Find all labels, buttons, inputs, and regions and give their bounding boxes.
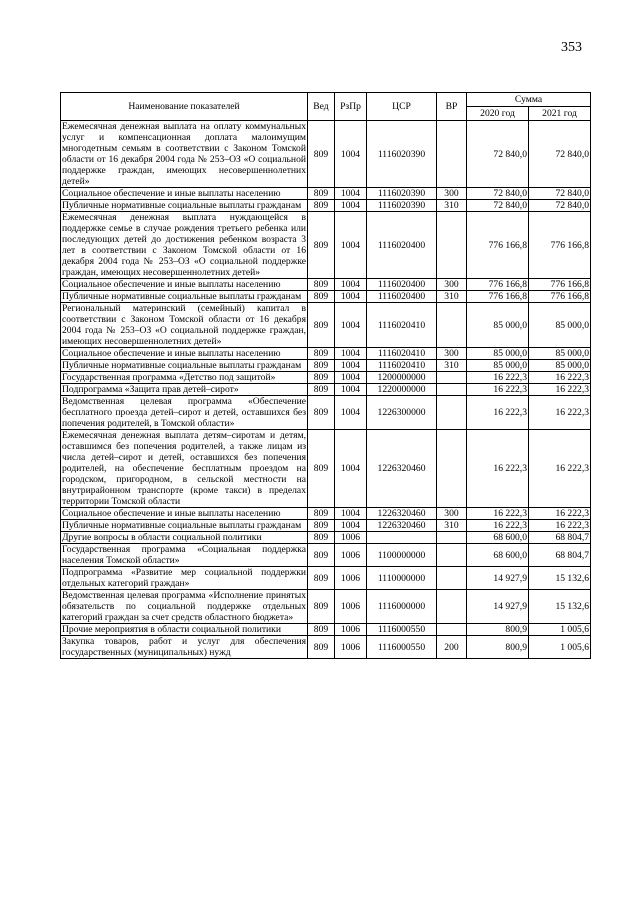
- table-row: [61, 430, 591, 508]
- row-amount-2020: 85 000,0: [467, 348, 529, 360]
- row-csr: 1220000000: [367, 384, 437, 396]
- row-ved: 809: [308, 121, 335, 188]
- row-ved: 809: [308, 303, 335, 348]
- row-amount-2021: 85 000,0: [529, 348, 591, 360]
- row-amount-2020: 776 166,8: [467, 279, 529, 291]
- row-rzpr: 1006: [335, 567, 367, 590]
- row-vr: [437, 544, 467, 567]
- table-row: [61, 121, 591, 188]
- row-ved: 809: [308, 348, 335, 360]
- row-csr: 1110000000: [367, 567, 437, 590]
- row-amount-2021: 72 840,0: [529, 188, 591, 200]
- row-name: Ежемесячная денежная выплата на оплату коммунальных услуг и компенсационная доплата малоимущим многодетным семьям в соответствии с Законом Томской области от 16 декабря 2004 года № 253–ОЗ «О социальной поддержке граждан, имеющих несовершеннолетних детей»: [62, 121, 306, 187]
- row-amount-2020: 16 222,3: [467, 508, 529, 520]
- table-row: [61, 279, 591, 291]
- header-vr: ВР: [437, 93, 467, 121]
- row-vr: 300: [437, 348, 467, 360]
- header-ved: Вед: [308, 93, 335, 121]
- row-rzpr: 1004: [335, 291, 367, 303]
- row-name: Региональный материнский (семейный) капитал в соответствии с Законом Томской области от 16 декабря 2004 года № 253–ОЗ «О социальной поддержке граждан, имеющих несовершеннолетних детей»: [62, 303, 306, 347]
- header-sum: Сумма: [467, 93, 591, 107]
- row-ved: 809: [308, 372, 335, 384]
- row-amount-2021: 776 166,8: [529, 291, 591, 303]
- row-csr: 1116020410: [367, 360, 437, 372]
- row-rzpr: 1004: [335, 348, 367, 360]
- row-rzpr: 1006: [335, 544, 367, 567]
- row-amount-2020: 776 166,8: [467, 212, 529, 279]
- row-name: Ежемесячная денежная выплата детям–сиротам и детям, оставшимся без попечения родителей, а также лицам из числа детей–сирот и детей, оставшихся без попечения родителей, на обеспечение бесплатным проездом на городском, пригородном, в сельской местности на внутрирайонном транспорте (кроме такси) в пределах территории Томской области: [62, 430, 306, 507]
- table-row: [61, 303, 591, 348]
- row-rzpr: 1004: [335, 303, 367, 348]
- row-amount-2021: 16 222,3: [529, 372, 591, 384]
- table-row: [61, 508, 591, 520]
- row-amount-2021: 16 222,3: [529, 508, 591, 520]
- row-rzpr: 1004: [335, 360, 367, 372]
- row-name: Подпрограмма «Развитие мер социальной поддержки отдельных категорий граждан»: [62, 567, 306, 589]
- row-name: Прочие мероприятия в области социальной политики: [61, 624, 308, 636]
- row-vr: 300: [437, 188, 467, 200]
- row-csr: 1226320460: [367, 520, 437, 532]
- header-csr: ЦСР: [367, 93, 437, 121]
- row-rzpr: 1004: [335, 121, 367, 188]
- table-row: [61, 636, 591, 659]
- table-row: [61, 624, 591, 636]
- row-csr: 1116000550: [367, 636, 437, 659]
- row-ved: 809: [308, 430, 335, 508]
- table-row: [61, 200, 591, 212]
- row-name: Государственная программа «Детство под защитой»: [61, 372, 308, 384]
- row-csr: 1116020400: [367, 279, 437, 291]
- row-name: Публичные нормативные социальные выплаты гражданам: [61, 291, 308, 303]
- row-rzpr: 1004: [335, 508, 367, 520]
- row-csr: 1116020390: [367, 188, 437, 200]
- row-ved: 809: [308, 544, 335, 567]
- row-ved: 809: [308, 508, 335, 520]
- row-name: Ведомственная целевая программа «Обеспечение бесплатного проезда детей–сирот и детей, оставшихся без попечения родителей, в Томской области»: [62, 396, 306, 429]
- table-row: [61, 384, 591, 396]
- row-csr: 1116020410: [367, 303, 437, 348]
- row-amount-2020: 16 222,3: [467, 396, 529, 430]
- row-amount-2020: 72 840,0: [467, 200, 529, 212]
- row-vr: 310: [437, 520, 467, 532]
- row-rzpr: 1004: [335, 279, 367, 291]
- row-amount-2021: 776 166,8: [529, 279, 591, 291]
- row-amount-2021: 16 222,3: [529, 384, 591, 396]
- row-amount-2020: 16 222,3: [467, 372, 529, 384]
- row-amount-2020: 800,9: [467, 636, 529, 659]
- row-amount-2021: 776 166,8: [529, 212, 591, 279]
- header-year-2021: 2021 год: [529, 107, 591, 121]
- row-name: Закупка товаров, работ и услуг для обеспечения государственных (муниципальных) нужд: [62, 636, 306, 658]
- row-ved: 809: [308, 532, 335, 544]
- row-vr: [437, 121, 467, 188]
- row-vr: [437, 624, 467, 636]
- row-amount-2020: 85 000,0: [467, 303, 529, 348]
- row-ved: 809: [308, 188, 335, 200]
- row-rzpr: 1004: [335, 384, 367, 396]
- row-name: Публичные нормативные социальные выплаты гражданам: [61, 520, 308, 532]
- row-ved: 809: [308, 590, 335, 624]
- table-row: [61, 291, 591, 303]
- row-amount-2021: 15 132,6: [529, 567, 591, 590]
- row-amount-2021: 85 000,0: [529, 360, 591, 372]
- row-rzpr: 1006: [335, 624, 367, 636]
- table-header: [61, 93, 591, 121]
- row-ved: 809: [308, 396, 335, 430]
- row-vr: [437, 303, 467, 348]
- row-ved: 809: [308, 567, 335, 590]
- row-vr: [437, 396, 467, 430]
- row-amount-2021: 72 840,0: [529, 121, 591, 188]
- budget-table: [60, 92, 591, 659]
- row-csr: 1116020390: [367, 200, 437, 212]
- row-ved: 809: [308, 291, 335, 303]
- row-vr: 310: [437, 200, 467, 212]
- row-name: Ведомственная целевая программа «Исполнение принятых обязательств по социальной поддержке отдельных категорий граждан за счет средств областного бюджета»: [62, 590, 306, 623]
- row-rzpr: 1006: [335, 590, 367, 624]
- table-row: [61, 360, 591, 372]
- table-row: [61, 532, 591, 544]
- table-row: [61, 520, 591, 532]
- row-vr: 200: [437, 636, 467, 659]
- row-vr: [437, 430, 467, 508]
- row-name: Государственная программа «Социальная поддержка населения Томской области»: [62, 544, 306, 566]
- row-ved: 809: [308, 200, 335, 212]
- table-row: [61, 212, 591, 279]
- row-ved: 809: [308, 279, 335, 291]
- row-csr: 1226320460: [367, 430, 437, 508]
- row-amount-2021: 16 222,3: [529, 396, 591, 430]
- row-vr: [437, 212, 467, 279]
- row-amount-2020: 72 840,0: [467, 188, 529, 200]
- header-name: Наименование показателей: [61, 93, 308, 121]
- table-row: [61, 567, 591, 590]
- row-vr: 310: [437, 291, 467, 303]
- row-vr: [437, 384, 467, 396]
- row-name: Социальное обеспечение и иные выплаты населению: [61, 348, 308, 360]
- row-amount-2021: 72 840,0: [529, 200, 591, 212]
- row-name: Ежемесячная денежная выплата нуждающейся в поддержке семье в случае рождения третьего ребенка или последующих детей до достижения ребенком возраста 3 лет в соответствии с Законом Томской области от 16 декабря 2004 года № 253–ОЗ «О социальной поддержке граждан, имеющих несовершеннолетних детей»: [62, 212, 306, 278]
- row-vr: 300: [437, 279, 467, 291]
- table-row: [61, 188, 591, 200]
- row-rzpr: 1006: [335, 532, 367, 544]
- row-name: Социальное обеспечение и иные выплаты населению: [61, 279, 308, 291]
- row-amount-2020: 85 000,0: [467, 360, 529, 372]
- row-csr: 1116000000: [367, 590, 437, 624]
- row-rzpr: 1004: [335, 396, 367, 430]
- row-amount-2021: 68 804,7: [529, 544, 591, 567]
- row-ved: 809: [308, 636, 335, 659]
- row-amount-2021: 85 000,0: [529, 303, 591, 348]
- row-rzpr: 1004: [335, 188, 367, 200]
- row-name: Подпрограмма «Защита прав детей–сирот»: [61, 384, 308, 396]
- table-row: [61, 544, 591, 567]
- row-csr: 1226320460: [367, 508, 437, 520]
- header-rzpr: РзПр: [335, 93, 367, 121]
- row-amount-2020: 16 222,3: [467, 384, 529, 396]
- row-amount-2021: 1 005,6: [529, 624, 591, 636]
- row-ved: 809: [308, 624, 335, 636]
- table-row: [61, 348, 591, 360]
- row-amount-2021: 1 005,6: [529, 636, 591, 659]
- header-year-2020: 2020 год: [467, 107, 529, 121]
- row-amount-2020: 14 927,9: [467, 567, 529, 590]
- row-vr: 300: [437, 508, 467, 520]
- row-csr: 1100000000: [367, 544, 437, 567]
- row-amount-2020: 16 222,3: [467, 520, 529, 532]
- row-csr: 1116020390: [367, 121, 437, 188]
- row-csr: [367, 532, 437, 544]
- row-csr: 1116020400: [367, 212, 437, 279]
- row-amount-2021: 16 222,3: [529, 430, 591, 508]
- row-ved: 809: [308, 212, 335, 279]
- row-vr: 310: [437, 360, 467, 372]
- row-rzpr: 1004: [335, 430, 367, 508]
- row-rzpr: 1004: [335, 520, 367, 532]
- row-csr: 1116020410: [367, 348, 437, 360]
- page-number: 353: [561, 40, 582, 55]
- row-ved: 809: [308, 384, 335, 396]
- row-rzpr: 1004: [335, 212, 367, 279]
- row-amount-2021: 16 222,3: [529, 520, 591, 532]
- row-ved: 809: [308, 520, 335, 532]
- row-amount-2020: 68 600,0: [467, 532, 529, 544]
- row-rzpr: 1004: [335, 372, 367, 384]
- row-csr: 1200000000: [367, 372, 437, 384]
- row-name: Социальное обеспечение и иные выплаты населению: [61, 508, 308, 520]
- row-name: Публичные нормативные социальные выплаты гражданам: [61, 200, 308, 212]
- table-row: [61, 372, 591, 384]
- row-vr: [437, 567, 467, 590]
- row-csr: 1116020400: [367, 291, 437, 303]
- row-rzpr: 1004: [335, 200, 367, 212]
- row-amount-2020: 776 166,8: [467, 291, 529, 303]
- row-ved: 809: [308, 360, 335, 372]
- row-csr: 1116000550: [367, 624, 437, 636]
- row-amount-2021: 68 804,7: [529, 532, 591, 544]
- row-amount-2021: 15 132,6: [529, 590, 591, 624]
- row-name: Социальное обеспечение и иные выплаты населению: [61, 188, 308, 200]
- row-amount-2020: 14 927,9: [467, 590, 529, 624]
- row-csr: 1226300000: [367, 396, 437, 430]
- row-vr: [437, 532, 467, 544]
- row-amount-2020: 16 222,3: [467, 430, 529, 508]
- row-vr: [437, 590, 467, 624]
- table-body: [61, 121, 591, 659]
- table-row: [61, 396, 591, 430]
- row-amount-2020: 68 600,0: [467, 544, 529, 567]
- row-name: Публичные нормативные социальные выплаты гражданам: [61, 360, 308, 372]
- table-row: [61, 590, 591, 624]
- row-vr: [437, 372, 467, 384]
- row-amount-2020: 800,9: [467, 624, 529, 636]
- row-name: Другие вопросы в области социальной политики: [61, 532, 308, 544]
- row-rzpr: 1006: [335, 636, 367, 659]
- row-amount-2020: 72 840,0: [467, 121, 529, 188]
